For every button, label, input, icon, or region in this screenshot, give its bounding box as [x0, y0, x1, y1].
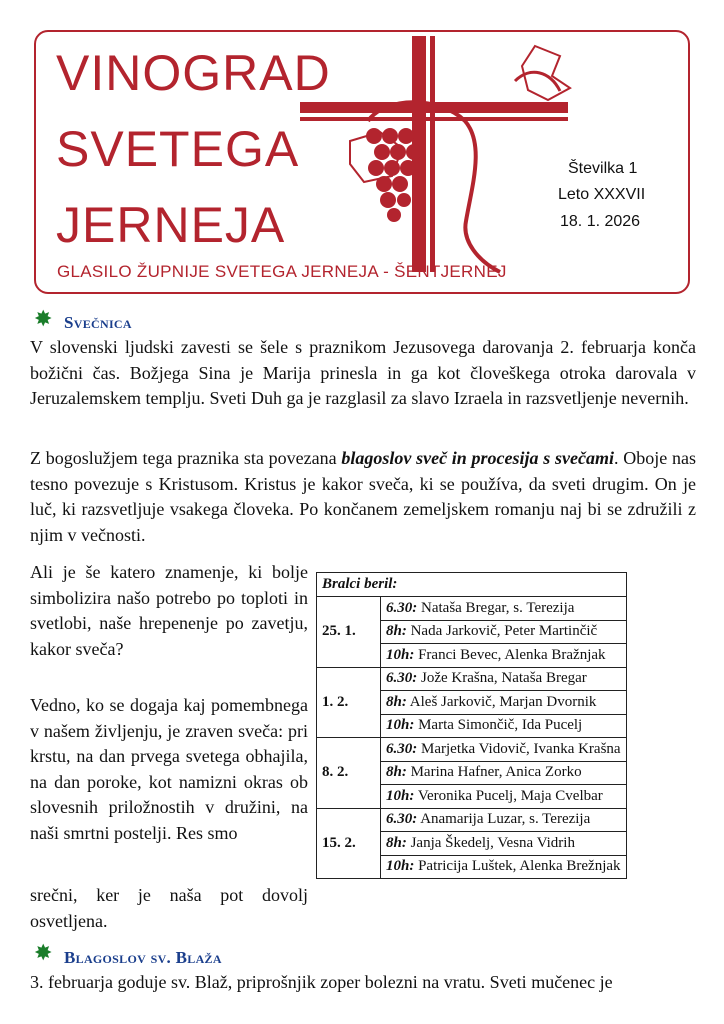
paragraph-5: srečni, ker je naša pot dovolj osvetljena.: [30, 885, 308, 931]
issue-date: 18. 1. 2026: [560, 213, 641, 230]
mass-time: 8h:: [386, 623, 407, 640]
reader-cell: [381, 785, 627, 809]
reader-cell: [381, 691, 627, 715]
section-heading-svecnica: Svečnica: [64, 313, 132, 332]
table-row: [317, 738, 627, 762]
masthead-title-line-1: VINOGRAD: [56, 45, 331, 101]
masthead-subtitle: GLASILO ŽUPNIJE SVETEGA JERNEJA - ŠENTJERNEJ: [57, 262, 507, 281]
paragraph-3: Ali je še katero znamenje, ki bolje simbolizira našo potrebo po toploti in svetlobi, naše hrepenenje po zavetju, kakor sveča?: [30, 562, 308, 659]
reader-names: Marjetka Vidovič, Ivanka Krašna: [421, 740, 621, 757]
mass-time: 10h:: [386, 646, 415, 663]
paragraph-2-emphasis: blagoslov sveč in procesija s svečami: [341, 448, 615, 468]
star-icon: ✸: [34, 940, 53, 965]
reading-date: 8. 2.: [317, 738, 381, 809]
mass-time: 8h:: [386, 693, 407, 710]
reader-names: Veronika Pucelj, Maja Cvelbar: [417, 787, 603, 804]
mass-time: 10h:: [386, 717, 415, 734]
section2-paragraph-1: 3. februarja goduje sv. Blaž, priprošnjik zoper bolezni na vratu. Sveti mučenec je: [30, 972, 613, 992]
mass-time: 6.30:: [386, 811, 418, 828]
reading-date: 15. 2.: [317, 808, 381, 879]
reader-names: Patricija Luštek, Alenka Brežnjak: [418, 858, 621, 875]
issue-number: Številka 1: [568, 160, 638, 177]
reader-cell: [381, 644, 627, 668]
reader-cell: [381, 761, 627, 785]
reading-date: 25. 1.: [317, 597, 381, 668]
mass-time: 6.30:: [386, 670, 418, 687]
paragraph-2: [30, 446, 696, 548]
mass-time: 10h:: [386, 787, 415, 804]
reader-names: Aleš Jarkovič, Marjan Dvornik: [409, 693, 597, 710]
readers-table: [316, 572, 627, 879]
table-row: [317, 597, 627, 621]
reader-names: Janja Škedelj, Vesna Vidrih: [410, 834, 575, 851]
reader-cell: [381, 620, 627, 644]
star-icon: ✸: [34, 306, 53, 331]
readers-table-caption: Bralci beril:: [317, 573, 627, 597]
reader-cell: [381, 808, 627, 832]
reader-cell: [381, 597, 627, 621]
section-heading-blagoslov: Blagoslov sv. Blaža: [64, 948, 222, 967]
reader-names: Marta Simončič, Ida Pucelj: [418, 717, 583, 734]
mass-time: 6.30:: [386, 599, 418, 616]
paragraph-1: V slovenski ljudski zavesti se šele s praznikom Jezusovega darovanja 2. februarja konča božični čas. Božjega Sina je Marija prinesla in ga kot človeškega otroka darovala v Jeruzalemskem templju. Sveti Duh ga je razglasil za slavo Izraela in razsvetljenje nevernih.: [30, 337, 696, 408]
reader-cell: [381, 855, 627, 879]
reader-names: Anamarija Luzar, s. Terezija: [420, 811, 591, 828]
reading-date: 1. 2.: [317, 667, 381, 738]
mass-time: 8h:: [386, 764, 407, 781]
reader-cell: [381, 738, 627, 762]
masthead-title-line-3: JERNEJA: [56, 197, 286, 253]
mass-time: 6.30:: [386, 740, 418, 757]
masthead-title-line-2: SVETEGA: [56, 121, 300, 177]
issue-year: Leto XXXVII: [558, 186, 646, 203]
mass-time: 8h:: [386, 834, 407, 851]
table-row: [317, 667, 627, 691]
reader-names: Nada Jarkovič, Peter Martinčič: [410, 623, 598, 640]
reader-names: Marina Hafner, Anica Zorko: [410, 764, 582, 781]
cross-grapes-logo: [290, 36, 590, 276]
paragraph-2-text-a: Z bogoslužjem tega praznika sta povezana: [30, 448, 342, 468]
reader-names: Franci Bevec, Alenka Bražnjak: [418, 646, 606, 663]
reader-cell: [381, 714, 627, 738]
mass-time: 10h:: [386, 858, 415, 875]
reader-names: Nataša Bregar, s. Terezija: [421, 599, 575, 616]
paragraph-2-text-b: . Oboje nas tesno povezuje s Kristusom. Kristus je kakor sveča, ki se používa, da sveti drugim. On je luč, ki razsvetljuje vsakega človeka. Po končanem zemeljskem romanju naj bi se združili z njim v večnosti.: [30, 448, 696, 545]
reader-cell: [381, 667, 627, 691]
paragraph-4: Vedno, ko se dogaja kaj pomembnega v našem življenju, je zraven sveča: pri krstu, na dan prvega svetega obhajila, na dan poroke, kot namizni okras ob slovesnih priložnostih v družini, na naši smrtni postelji. Res smo: [30, 695, 308, 843]
table-row: [317, 808, 627, 832]
reader-cell: [381, 832, 627, 856]
reader-names: Jože Krašna, Nataša Bregar: [421, 670, 587, 687]
